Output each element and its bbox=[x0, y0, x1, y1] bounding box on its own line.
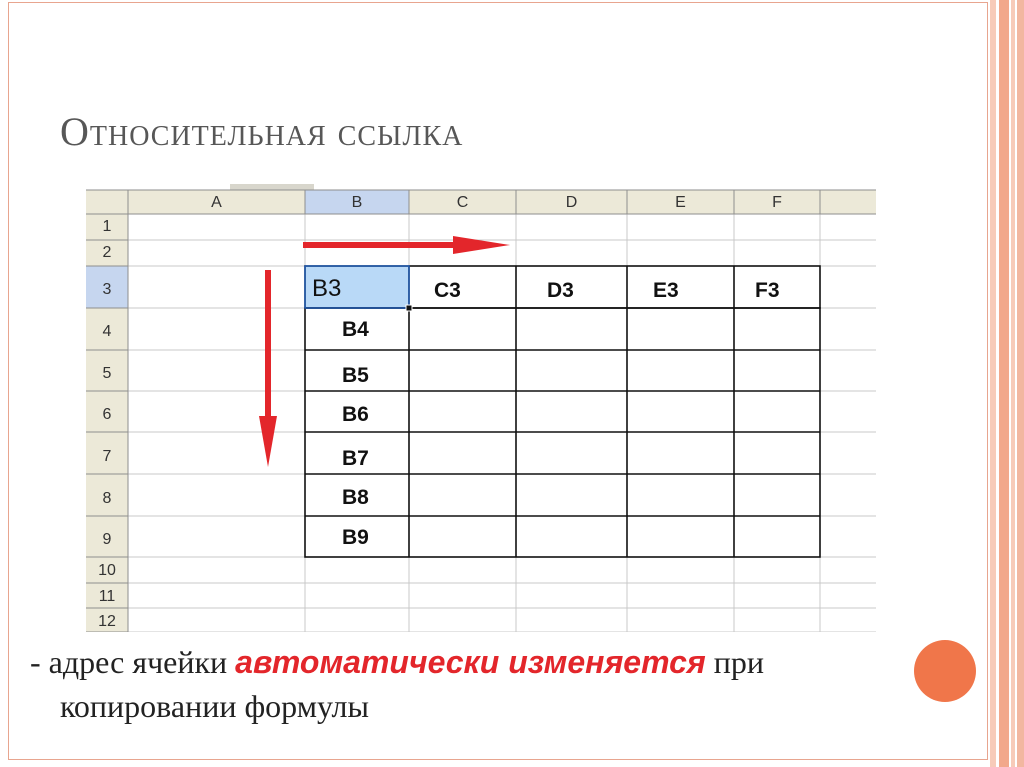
caption-line-2: копировании формулы bbox=[60, 688, 369, 724]
column-header-a[interactable]: A bbox=[211, 194, 222, 211]
caption-suffix: при bbox=[705, 644, 765, 680]
cell-d3[interactable]: D3 bbox=[547, 279, 574, 302]
column-header-c[interactable]: C bbox=[456, 194, 469, 211]
decor-stripe bbox=[1011, 0, 1015, 767]
cell-c3[interactable]: C3 bbox=[434, 279, 461, 302]
decor-stripe bbox=[990, 0, 996, 767]
caption-emphasis: автоматически изменяется bbox=[235, 644, 706, 680]
cell-f3[interactable]: F3 bbox=[755, 279, 780, 302]
cell-b6[interactable]: B6 bbox=[342, 403, 369, 426]
cell-e3[interactable]: E3 bbox=[653, 279, 679, 302]
cell-b4[interactable]: B4 bbox=[342, 318, 369, 341]
row-header-10[interactable]: 10 bbox=[98, 562, 116, 579]
spreadsheet bbox=[86, 184, 876, 632]
column-header-b[interactable]: B bbox=[351, 194, 363, 211]
column-header-d[interactable]: D bbox=[565, 194, 578, 211]
cell-b7[interactable]: B7 bbox=[342, 447, 369, 470]
row-header-7[interactable]: 7 bbox=[102, 448, 112, 465]
row-header-8[interactable]: 8 bbox=[102, 490, 112, 507]
cell-b9[interactable]: B9 bbox=[342, 526, 369, 549]
caption-line-1 bbox=[30, 640, 930, 684]
row-header-9[interactable]: 9 bbox=[102, 531, 112, 548]
caption-prefix: - адрес ячейки bbox=[30, 644, 236, 680]
decor-stripe bbox=[1017, 0, 1024, 767]
cell-b5[interactable]: B5 bbox=[342, 364, 369, 387]
column-header-f[interactable]: F bbox=[772, 194, 782, 211]
row-header-3[interactable]: 3 bbox=[102, 281, 112, 298]
slide-title: Относительная ссылка bbox=[60, 109, 464, 154]
arrow-right-icon bbox=[303, 236, 510, 254]
caption bbox=[30, 640, 930, 728]
cell-b8[interactable]: B8 bbox=[342, 486, 369, 509]
row-header-1[interactable]: 1 bbox=[102, 218, 112, 235]
row-header-6[interactable]: 6 bbox=[102, 406, 112, 423]
row-header-12[interactable]: 12 bbox=[98, 613, 116, 630]
decor-stripe bbox=[999, 0, 1009, 767]
cell-b3[interactable]: B3 bbox=[312, 275, 342, 302]
spreadsheet-grid bbox=[86, 184, 876, 632]
arrow-down-icon bbox=[259, 270, 277, 467]
row-header-11[interactable]: 11 bbox=[98, 588, 116, 605]
column-header-e[interactable]: E bbox=[675, 194, 686, 211]
row-header-2[interactable]: 2 bbox=[102, 244, 112, 261]
row-header-4[interactable]: 4 bbox=[102, 323, 112, 340]
row-header-5[interactable]: 5 bbox=[102, 365, 112, 382]
